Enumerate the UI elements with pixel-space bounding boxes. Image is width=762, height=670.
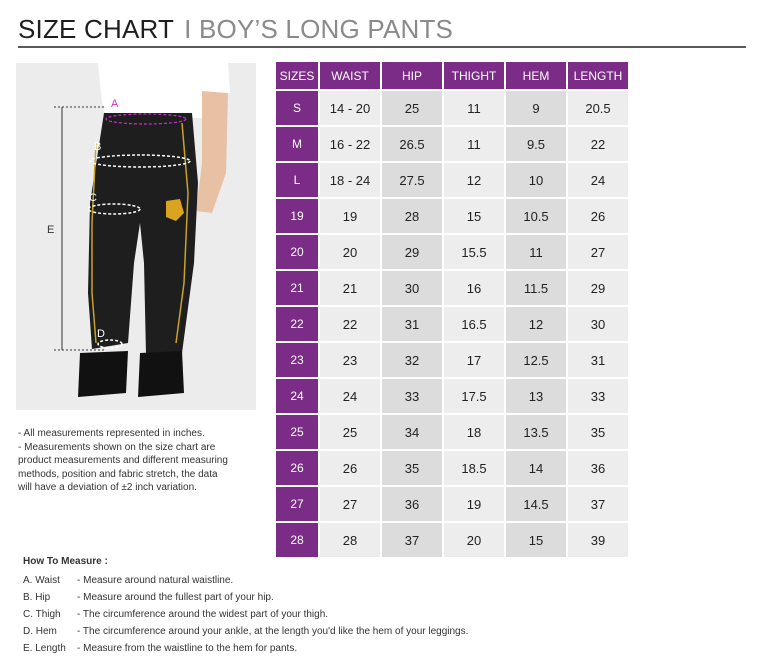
measurement-cell: 31 — [568, 343, 628, 377]
table-row — [276, 307, 628, 341]
title-main: SIZE CHART — [18, 14, 175, 44]
how-to-heading: How To Measure : — [23, 556, 108, 567]
measurement-cell: 22 — [320, 307, 380, 341]
measurement-cell: 21 — [320, 271, 380, 305]
table-row — [276, 91, 628, 125]
size-cell: 19 — [276, 199, 318, 233]
howto-key: D. Hem — [23, 626, 57, 637]
measurement-cell: 12 — [444, 163, 504, 197]
measurement-cell: 20.5 — [568, 91, 628, 125]
header-sizes: SIZES — [276, 62, 318, 89]
measurement-cell: 19 — [444, 487, 504, 521]
measurement-cell: 18 - 24 — [320, 163, 380, 197]
measurement-cell: 26 — [320, 451, 380, 485]
measurement-cell: 10 — [506, 163, 566, 197]
howto-thigh — [23, 606, 468, 623]
how-to-measure — [23, 556, 468, 657]
measurement-cell: 37 — [568, 487, 628, 521]
measurement-cell: 30 — [568, 307, 628, 341]
measurement-cell: 11 — [444, 91, 504, 125]
measurement-cell: 16.5 — [444, 307, 504, 341]
measurement-cell: 25 — [382, 91, 442, 125]
measurement-cell: 37 — [382, 523, 442, 557]
howto-length — [23, 640, 468, 657]
pants-illustration — [16, 63, 256, 410]
howto-text: - Measure around natural waistline. — [77, 575, 234, 586]
title-divider — [18, 46, 746, 48]
title-subtitle: BOY’S LONG PANTS — [198, 14, 454, 44]
label-d: D — [97, 328, 105, 340]
measurement-cell: 16 - 22 — [320, 127, 380, 161]
table-row — [276, 163, 628, 197]
measurement-cell: 39 — [568, 523, 628, 557]
howto-text: - The circumference around the widest part of your thigh. — [77, 609, 329, 620]
measurement-cell: 33 — [382, 379, 442, 413]
table-row — [276, 343, 628, 377]
measurement-cell: 11.5 — [506, 271, 566, 305]
size-table — [274, 60, 630, 559]
size-cell: 27 — [276, 487, 318, 521]
measurement-cell: 9 — [506, 91, 566, 125]
header-hip: HIP — [382, 62, 442, 89]
measurement-cell: 14 — [506, 451, 566, 485]
measurement-cell: 9.5 — [506, 127, 566, 161]
measurement-cell: 29 — [568, 271, 628, 305]
header-hem: HEM — [506, 62, 566, 89]
measurement-cell: 15 — [506, 523, 566, 557]
measurement-cell: 11 — [444, 127, 504, 161]
measurement-cell: 24 — [320, 379, 380, 413]
note-deviation: - Measurements shown on the size chart are product measurements and different measuring methods, position and fabric stretch, the data will have a deviation of ±2 inch variation. — [18, 441, 228, 493]
size-cell: S — [276, 91, 318, 125]
measurement-cell: 13 — [506, 379, 566, 413]
table-row — [276, 487, 628, 521]
measurement-cell: 20 — [320, 235, 380, 269]
measurement-notes — [18, 427, 228, 495]
table-header-row — [276, 62, 628, 89]
measurement-cell: 19 — [320, 199, 380, 233]
size-cell: 22 — [276, 307, 318, 341]
measurement-cell: 28 — [382, 199, 442, 233]
label-b: B — [94, 141, 102, 153]
size-cell: 24 — [276, 379, 318, 413]
howto-text: - Measure around the fullest part of your hip. — [77, 592, 274, 603]
measurement-cell: 12.5 — [506, 343, 566, 377]
size-cell: 21 — [276, 271, 318, 305]
measurement-cell: 14 - 20 — [320, 91, 380, 125]
label-c: C — [89, 192, 97, 204]
size-cell: 20 — [276, 235, 318, 269]
measurement-cell: 14.5 — [506, 487, 566, 521]
howto-key: B. Hip — [23, 592, 51, 603]
shoe-right — [138, 351, 184, 397]
measurement-cell: 23 — [320, 343, 380, 377]
table-row — [276, 199, 628, 233]
measurement-cell: 28 — [320, 523, 380, 557]
measurement-cell: 34 — [382, 415, 442, 449]
table-row — [276, 415, 628, 449]
shoe-left — [78, 351, 128, 397]
header-waist: WAIST — [320, 62, 380, 89]
measurement-cell: 17.5 — [444, 379, 504, 413]
header-length: LENGTH — [568, 62, 628, 89]
table-row — [276, 127, 628, 161]
measurement-cell: 18.5 — [444, 451, 504, 485]
measurement-cell: 24 — [568, 163, 628, 197]
howto-key: C. Thigh — [23, 609, 61, 620]
measurement-cell: 35 — [568, 415, 628, 449]
measurement-cell: 15 — [444, 199, 504, 233]
measurement-cell: 35 — [382, 451, 442, 485]
measurement-cell: 36 — [382, 487, 442, 521]
measurement-cell: 31 — [382, 307, 442, 341]
measurement-cell: 27 — [320, 487, 380, 521]
measurement-cell: 12 — [506, 307, 566, 341]
table-row — [276, 451, 628, 485]
page-title — [18, 14, 453, 45]
measurement-cell: 18 — [444, 415, 504, 449]
label-a: A — [111, 98, 119, 110]
howto-hem — [23, 623, 468, 640]
measurement-cell: 29 — [382, 235, 442, 269]
measurement-cell: 27 — [568, 235, 628, 269]
measurement-cell: 22 — [568, 127, 628, 161]
measurement-cell: 27.5 — [382, 163, 442, 197]
size-cell: 23 — [276, 343, 318, 377]
measurement-cell: 26 — [568, 199, 628, 233]
measurement-cell: 13.5 — [506, 415, 566, 449]
title-separator: I — [184, 14, 192, 44]
pants-shape — [88, 113, 198, 355]
measurement-cell: 17 — [444, 343, 504, 377]
label-e: E — [47, 224, 55, 236]
howto-key: E. Length — [23, 643, 66, 654]
howto-key: A. Waist — [23, 575, 60, 586]
size-cell: 25 — [276, 415, 318, 449]
measurement-cell: 25 — [320, 415, 380, 449]
measurement-cell: 11 — [506, 235, 566, 269]
size-cell: 26 — [276, 451, 318, 485]
size-cell: L — [276, 163, 318, 197]
table-row — [276, 271, 628, 305]
measurement-cell: 20 — [444, 523, 504, 557]
header-thigh: THIGHT — [444, 62, 504, 89]
measurement-cell: 30 — [382, 271, 442, 305]
measurement-cell: 32 — [382, 343, 442, 377]
table-row — [276, 379, 628, 413]
howto-text: - The circumference around your ankle, at the length you'd like the hem of your leggings. — [77, 626, 469, 637]
howto-waist — [23, 572, 468, 589]
table-row — [276, 235, 628, 269]
measurement-cell: 33 — [568, 379, 628, 413]
note-inches: - All measurements represented in inches. — [18, 428, 205, 439]
howto-hip — [23, 589, 468, 606]
howto-text: - Measure from the waistline to the hem for pants. — [77, 643, 298, 654]
measurement-cell: 16 — [444, 271, 504, 305]
measurement-cell: 26.5 — [382, 127, 442, 161]
measurement-cell: 10.5 — [506, 199, 566, 233]
size-table-body — [276, 91, 628, 557]
measurement-cell: 36 — [568, 451, 628, 485]
size-cell: 28 — [276, 523, 318, 557]
table-row — [276, 523, 628, 557]
size-cell: M — [276, 127, 318, 161]
measurement-cell: 15.5 — [444, 235, 504, 269]
pants-measurement-photo — [16, 63, 256, 410]
